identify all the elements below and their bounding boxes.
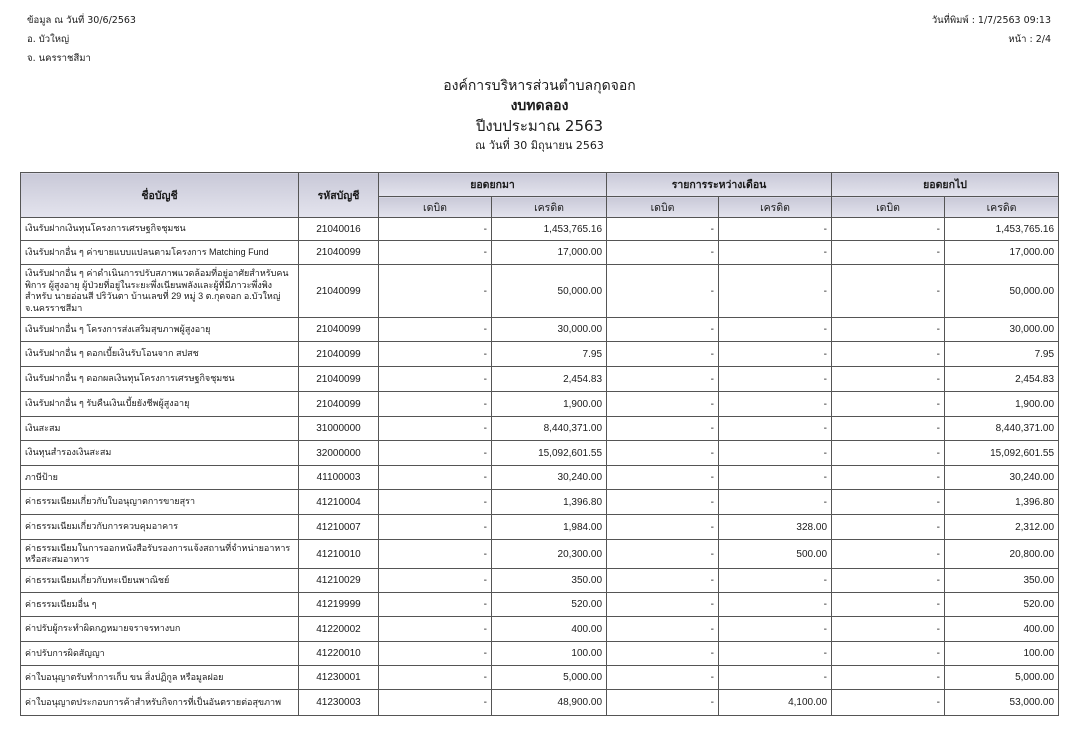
month-credit-cell: - — [719, 265, 832, 318]
account-name-cell: ค่าปรับการผิดสัญญา — [21, 642, 299, 666]
cf-debit-cell: - — [832, 617, 945, 642]
month-debit-cell: - — [607, 569, 719, 593]
header-bf-credit: เครดิต — [492, 197, 607, 218]
month-credit-cell: - — [719, 441, 832, 466]
cf-debit-cell: - — [832, 569, 945, 593]
month-debit-cell: - — [607, 342, 719, 367]
bf-credit-cell: 520.00 — [492, 593, 607, 617]
table-row — [21, 342, 1059, 367]
account-code-cell: 32000000 — [299, 441, 379, 466]
account-name-cell: เงินรับฝากอื่น ๆ ค่าขายแบบแปลนตามโครงการ Matching Fund — [21, 241, 299, 265]
header-month-credit: เครดิต — [719, 197, 832, 218]
cf-credit-cell: 30,240.00 — [945, 466, 1059, 490]
cf-debit-cell: - — [832, 540, 945, 569]
cf-credit-cell: 30,000.00 — [945, 318, 1059, 342]
header-during-month: รายการระหว่างเดือน — [607, 173, 832, 197]
bf-debit-cell: - — [379, 569, 492, 593]
account-code-cell: 41100003 — [299, 466, 379, 490]
month-debit-cell: - — [607, 540, 719, 569]
bf-credit-cell: 5,000.00 — [492, 666, 607, 690]
table-body — [21, 218, 1059, 716]
header-bf-debit: เดบิต — [379, 197, 492, 218]
month-credit-cell: - — [719, 367, 832, 392]
month-debit-cell: - — [607, 593, 719, 617]
cf-credit-cell: 1,396.80 — [945, 490, 1059, 515]
cf-credit-cell: 1,453,765.16 — [945, 218, 1059, 241]
report-titles — [0, 76, 1079, 154]
cf-debit-cell: - — [832, 515, 945, 540]
bf-credit-cell: 1,984.00 — [492, 515, 607, 540]
bf-credit-cell: 400.00 — [492, 617, 607, 642]
cf-debit-cell: - — [832, 417, 945, 441]
bf-credit-cell: 30,240.00 — [492, 466, 607, 490]
bf-debit-cell: - — [379, 318, 492, 342]
month-debit-cell: - — [607, 265, 719, 318]
month-debit-cell: - — [607, 441, 719, 466]
cf-credit-cell: 5,000.00 — [945, 666, 1059, 690]
bf-debit-cell: - — [379, 417, 492, 441]
month-credit-cell: - — [719, 241, 832, 265]
report-meta-left — [27, 14, 136, 71]
cf-credit-cell: 17,000.00 — [945, 241, 1059, 265]
month-credit-cell: - — [719, 392, 832, 417]
cf-debit-cell: - — [832, 367, 945, 392]
cf-credit-cell: 100.00 — [945, 642, 1059, 666]
account-code-cell: 41220002 — [299, 617, 379, 642]
cf-debit-cell: - — [832, 466, 945, 490]
table-row — [21, 642, 1059, 666]
account-name-cell: ภาษีป้าย — [21, 466, 299, 490]
month-debit-cell: - — [607, 417, 719, 441]
table-row — [21, 265, 1059, 318]
month-credit-cell: 500.00 — [719, 540, 832, 569]
month-credit-cell: - — [719, 666, 832, 690]
report-title: งบทดลอง — [510, 98, 569, 114]
bf-credit-cell: 17,000.00 — [492, 241, 607, 265]
cf-debit-cell: - — [832, 318, 945, 342]
bf-credit-cell: 48,900.00 — [492, 690, 607, 716]
bf-debit-cell: - — [379, 490, 492, 515]
bf-credit-cell: 30,000.00 — [492, 318, 607, 342]
month-credit-cell: - — [719, 593, 832, 617]
cf-debit-cell: - — [832, 342, 945, 367]
account-code-cell: 21040099 — [299, 342, 379, 367]
month-debit-cell: - — [607, 666, 719, 690]
month-debit-cell: - — [607, 490, 719, 515]
account-code-cell: 21040099 — [299, 392, 379, 417]
cf-debit-cell: - — [832, 666, 945, 690]
month-debit-cell: - — [607, 218, 719, 241]
report-meta-right — [932, 14, 1051, 52]
month-debit-cell: - — [607, 318, 719, 342]
bf-debit-cell: - — [379, 690, 492, 716]
account-code-cell: 21040016 — [299, 218, 379, 241]
bf-debit-cell: - — [379, 265, 492, 318]
cf-credit-cell: 2,312.00 — [945, 515, 1059, 540]
account-code-cell: 41210004 — [299, 490, 379, 515]
month-debit-cell: - — [607, 367, 719, 392]
account-name-cell: เงินสะสม — [21, 417, 299, 441]
account-name-cell: เงินรับฝากอื่น ๆ โครงการส่งเสริมสุขภาพผู้สูงอายุ — [21, 318, 299, 342]
header-account-name: ชื่อบัญชี — [21, 173, 299, 218]
cf-credit-cell: 7.95 — [945, 342, 1059, 367]
page-number: หน้า : 2/4 — [1008, 34, 1051, 45]
bf-credit-cell: 1,396.80 — [492, 490, 607, 515]
account-name-cell: เงินรับฝากอื่น ๆ ค่าดำเนินการปรับสภาพแวดล้อมที่อยู่อาศัยสำหรับคนพิการ ผู้สูงอายุ ผู้ป่วยที่อยู่ในระยะพึ่งเนียนพลังและผู้ที่มีภาวะพึ่งพิงสำหรับ นายอ่อนสี ปริวันตา บ้านเลขที่ 29 หมู่ 3 ต.กุดจอก อ.บัวใหญ่ จ.นครราชสีมา — [21, 265, 299, 318]
bf-credit-cell: 8,440,371.00 — [492, 417, 607, 441]
trial-balance-table — [20, 172, 1059, 716]
month-credit-cell: - — [719, 218, 832, 241]
province: จ. นครราชสีมา — [27, 53, 91, 64]
month-credit-cell: - — [719, 417, 832, 441]
bf-debit-cell: - — [379, 593, 492, 617]
data-date: ข้อมูล ณ วันที่ 30/6/2563 — [27, 15, 136, 26]
account-name-cell: เงินทุนสำรองเงินสะสม — [21, 441, 299, 466]
bf-debit-cell: - — [379, 392, 492, 417]
month-debit-cell: - — [607, 617, 719, 642]
month-credit-cell: - — [719, 569, 832, 593]
cf-debit-cell: - — [832, 265, 945, 318]
cf-debit-cell: - — [832, 241, 945, 265]
cf-debit-cell: - — [832, 392, 945, 417]
bf-debit-cell: - — [379, 666, 492, 690]
month-credit-cell: 328.00 — [719, 515, 832, 540]
cf-debit-cell: - — [832, 593, 945, 617]
cf-debit-cell: - — [832, 690, 945, 716]
header-month-debit: เดบิต — [607, 197, 719, 218]
bf-credit-cell: 20,300.00 — [492, 540, 607, 569]
bf-credit-cell: 1,900.00 — [492, 392, 607, 417]
table-row — [21, 367, 1059, 392]
bf-debit-cell: - — [379, 441, 492, 466]
table-row — [21, 392, 1059, 417]
bf-debit-cell: - — [379, 342, 492, 367]
month-credit-cell: - — [719, 318, 832, 342]
account-code-cell: 21040099 — [299, 318, 379, 342]
account-name-cell: ค่าธรรมเนียมในการออกหนังสือรับรองการแจ้งสถานที่จำหน่ายอาหารหรือสะสมอาหาร — [21, 540, 299, 569]
month-debit-cell: - — [607, 392, 719, 417]
account-name-cell: ค่าธรรมเนียมเกี่ยวกับทะเบียนพาณิชย์ — [21, 569, 299, 593]
cf-debit-cell: - — [832, 218, 945, 241]
account-name-cell: ค่าธรรมเนียมอื่น ๆ — [21, 593, 299, 617]
bf-debit-cell: - — [379, 466, 492, 490]
account-code-cell: 41230001 — [299, 666, 379, 690]
district: อ. บัวใหญ่ — [27, 34, 70, 45]
table-row — [21, 218, 1059, 241]
cf-credit-cell: 350.00 — [945, 569, 1059, 593]
bf-credit-cell: 50,000.00 — [492, 265, 607, 318]
bf-debit-cell: - — [379, 241, 492, 265]
table-row — [21, 318, 1059, 342]
cf-debit-cell: - — [832, 490, 945, 515]
header-brought-forward: ยอดยกมา — [379, 173, 607, 197]
account-name-cell: ค่าธรรมเนียมเกี่ยวกับใบอนุญาตการขายสุรา — [21, 490, 299, 515]
header-cf-credit: เครดิต — [945, 197, 1059, 218]
month-credit-cell: - — [719, 490, 832, 515]
account-name-cell: ค่าใบอนุญาตรับทำการเก็บ ขน สิ่งปฏิกูล หรือมูลฝอย — [21, 666, 299, 690]
fiscal-year: ปีงบประมาณ 2563 — [475, 117, 604, 135]
table-row — [21, 490, 1059, 515]
table-row — [21, 690, 1059, 716]
cf-credit-cell: 8,440,371.00 — [945, 417, 1059, 441]
account-code-cell: 41210010 — [299, 540, 379, 569]
table-row — [21, 417, 1059, 441]
account-code-cell: 21040099 — [299, 367, 379, 392]
account-name-cell: เงินรับฝากเงินทุนโครงการเศรษฐกิจชุมชน — [21, 218, 299, 241]
month-credit-cell: - — [719, 466, 832, 490]
month-debit-cell: - — [607, 241, 719, 265]
bf-debit-cell: - — [379, 367, 492, 392]
cf-credit-cell: 520.00 — [945, 593, 1059, 617]
bf-credit-cell: 15,092,601.55 — [492, 441, 607, 466]
bf-credit-cell: 350.00 — [492, 569, 607, 593]
header-account-code: รหัสบัญชี — [299, 173, 379, 218]
account-name-cell: ค่าใบอนุญาตประกอบการค้าสำหรับกิจการที่เป็นอันตรายต่อสุขภาพ — [21, 690, 299, 716]
as-of-date: ณ วันที่ 30 มิถุนายน 2563 — [475, 139, 604, 152]
account-code-cell: 41210007 — [299, 515, 379, 540]
account-code-cell: 21040099 — [299, 241, 379, 265]
cf-credit-cell: 50,000.00 — [945, 265, 1059, 318]
account-code-cell: 41230003 — [299, 690, 379, 716]
header-cf-debit: เดบิต — [832, 197, 945, 218]
bf-credit-cell: 1,453,765.16 — [492, 218, 607, 241]
table-row — [21, 593, 1059, 617]
month-debit-cell: - — [607, 515, 719, 540]
table-row — [21, 241, 1059, 265]
account-code-cell: 41210029 — [299, 569, 379, 593]
month-credit-cell: 4,100.00 — [719, 690, 832, 716]
account-name-cell: เงินรับฝากอื่น ๆ ดอกเบี้ยเงินรับโอนจาก สปสช — [21, 342, 299, 367]
print-date: วันที่พิมพ์ : 1/7/2563 09:13 — [931, 15, 1051, 26]
account-name-cell: เงินรับฝากอื่น ๆ รับคืนเงินเบี้ยยังชีพผู้สูงอายุ — [21, 392, 299, 417]
month-credit-cell: - — [719, 617, 832, 642]
month-debit-cell: - — [607, 466, 719, 490]
org-name: องค์การบริหารส่วนตำบลกุดจอก — [443, 78, 636, 94]
table-row — [21, 515, 1059, 540]
table-row — [21, 617, 1059, 642]
bf-debit-cell: - — [379, 617, 492, 642]
cf-credit-cell: 1,900.00 — [945, 392, 1059, 417]
cf-credit-cell: 2,454.83 — [945, 367, 1059, 392]
bf-credit-cell: 7.95 — [492, 342, 607, 367]
table-row — [21, 540, 1059, 569]
account-name-cell: ค่าธรรมเนียมเกี่ยวกับการควบคุมอาคาร — [21, 515, 299, 540]
cf-debit-cell: - — [832, 441, 945, 466]
account-name-cell: เงินรับฝากอื่น ๆ ดอกผลเงินทุนโครงการเศรษฐกิจชุมชน — [21, 367, 299, 392]
month-credit-cell: - — [719, 342, 832, 367]
bf-debit-cell: - — [379, 218, 492, 241]
cf-debit-cell: - — [832, 642, 945, 666]
cf-credit-cell: 53,000.00 — [945, 690, 1059, 716]
bf-debit-cell: - — [379, 540, 492, 569]
account-name-cell: ค่าปรับผู้กระทำผิดกฎหมายจราจรทางบก — [21, 617, 299, 642]
cf-credit-cell: 15,092,601.55 — [945, 441, 1059, 466]
account-code-cell: 41219999 — [299, 593, 379, 617]
cf-credit-cell: 20,800.00 — [945, 540, 1059, 569]
account-code-cell: 41220010 — [299, 642, 379, 666]
table-row — [21, 441, 1059, 466]
month-debit-cell: - — [607, 642, 719, 666]
bf-debit-cell: - — [379, 515, 492, 540]
table-row — [21, 569, 1059, 593]
header-carried-forward: ยอดยกไป — [832, 173, 1059, 197]
month-credit-cell: - — [719, 642, 832, 666]
bf-credit-cell: 2,454.83 — [492, 367, 607, 392]
table-row — [21, 466, 1059, 490]
account-code-cell: 21040099 — [299, 265, 379, 318]
bf-credit-cell: 100.00 — [492, 642, 607, 666]
account-code-cell: 31000000 — [299, 417, 379, 441]
table-row — [21, 666, 1059, 690]
bf-debit-cell: - — [379, 642, 492, 666]
cf-credit-cell: 400.00 — [945, 617, 1059, 642]
month-debit-cell: - — [607, 690, 719, 716]
